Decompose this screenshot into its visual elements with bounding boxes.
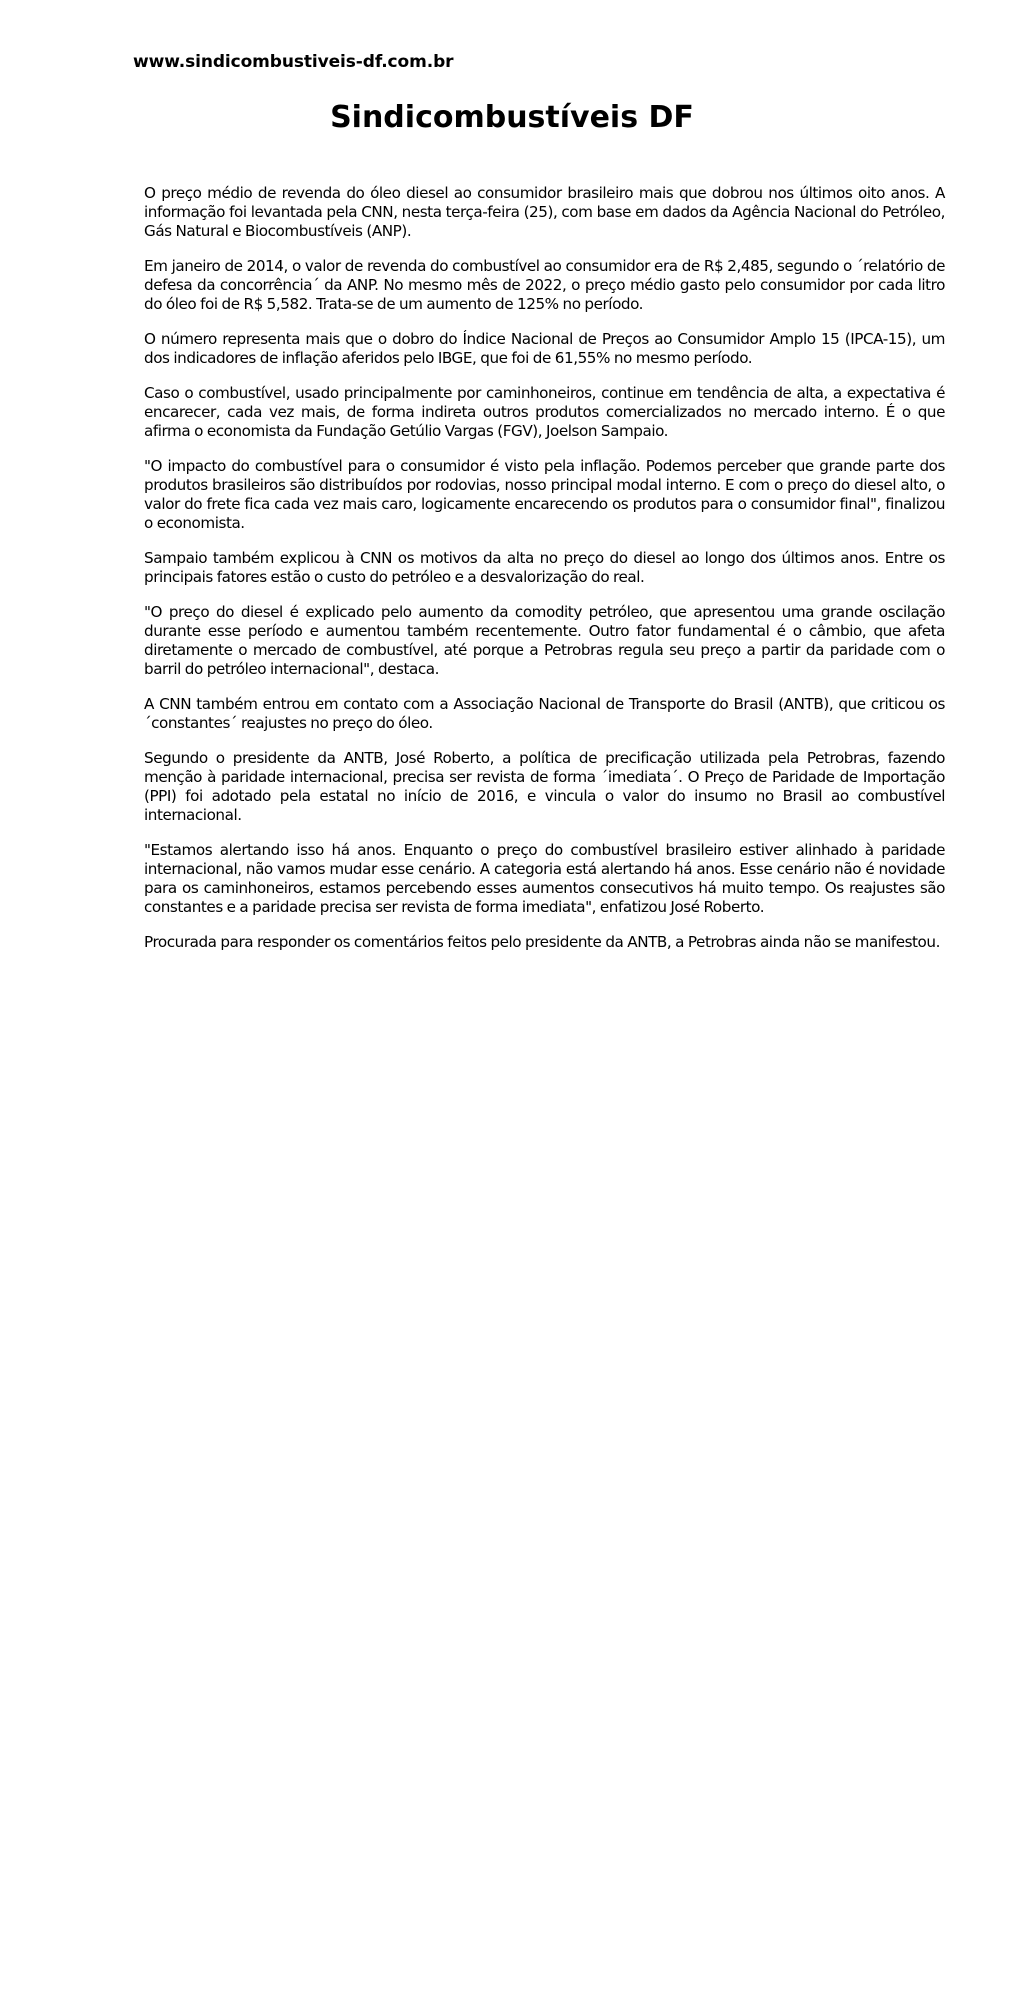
article-body bbox=[144, 184, 945, 968]
article-paragraph: Procurada para responder os comentários feitos pelo presidente da ANTB, a Petrobras ainda não se manifestou. bbox=[144, 933, 940, 951]
site-url: www.sindicombustiveis-df.com.br bbox=[133, 52, 454, 72]
page-title: Sindicombustíveis DF bbox=[330, 100, 694, 135]
article-paragraph: "O impacto do combustível para o consumidor é visto pela inflação. Podemos perceber que grande parte dos produtos brasileiros são distribuídos por rodovias, nosso principal modal interno. E com o preço do diesel alto, o valor do frete fica cada vez mais caro, logicamente encarecendo os produtos para o consumidor final", finalizou o economista. bbox=[144, 457, 945, 532]
article-paragraph: Caso o combustível, usado principalmente por caminhoneiros, continue em tendência de alta, a expectativa é encarecer, cada vez mais, de forma indireta outros produtos comercializados no mercado interno. É o que afirma o economista da Fundação Getúlio Vargas (FGV), Joelson Sampaio. bbox=[144, 384, 945, 440]
article-paragraph: A CNN também entrou em contato com a Associação Nacional de Transporte do Brasil (ANTB), que criticou os ´constantes´ reajustes no preço do óleo. bbox=[144, 695, 945, 732]
article-paragraph: Sampaio também explicou à CNN os motivos da alta no preço do diesel ao longo dos últimos anos. Entre os principais fatores estão o custo do petróleo e a desvalorização do real. bbox=[144, 549, 945, 586]
article-paragraph: O preço médio de revenda do óleo diesel ao consumidor brasileiro mais que dobrou nos últimos oito anos. A informação foi levantada pela CNN, nesta terça-feira (25), com base em dados da Agência Nacional do Petróleo, Gás Natural e Biocombustíveis (ANP). bbox=[144, 184, 945, 240]
article-paragraph: Segundo o presidente da ANTB, José Roberto, a política de precificação utilizada pela Petrobras, fazendo menção à paridade internacional, precisa ser revista de forma ´imediata´. O Preço de Paridade de Importação (PPI) foi adotado pela estatal no início de 2016, e vincula o valor do insumo no Brasil ao combustível internacional. bbox=[144, 749, 945, 824]
article-paragraph: Em janeiro de 2014, o valor de revenda do combustível ao consumidor era de R$ 2,485, segundo o ´relatório de defesa da concorrência´ da ANP. No mesmo mês de 2022, o preço médio gasto pelo consumidor por cada litro do óleo foi de R$ 5,582. Trata-se de um aumento de 125% no período. bbox=[144, 257, 945, 313]
article-paragraph: O número representa mais que o dobro do Índice Nacional de Preços ao Consumidor Amplo 15 (IPCA-15), um dos indicadores de inflação aferidos pelo IBGE, que foi de 61,55% no mesmo período. bbox=[144, 330, 945, 367]
article-paragraph: "Estamos alertando isso há anos. Enquanto o preço do combustível brasileiro estiver alinhado à paridade internacional, não vamos mudar esse cenário. A categoria está alertando há anos. Esse cenário não é novidade para os caminhoneiros, estamos percebendo esses aumentos consecutivos há muito tempo. Os reajustes são constantes e a paridade precisa ser revista de forma imediata", enfatizou José Roberto. bbox=[144, 841, 945, 916]
article-paragraph: "O preço do diesel é explicado pelo aumento da comodity petróleo, que apresentou uma grande oscilação durante esse período e aumentou também recentemente. Outro fator fundamental é o câmbio, que afeta diretamente o mercado de combustível, até porque a Petrobras regula seu preço a partir da paridade com o barril do petróleo internacional", destaca. bbox=[144, 603, 945, 678]
